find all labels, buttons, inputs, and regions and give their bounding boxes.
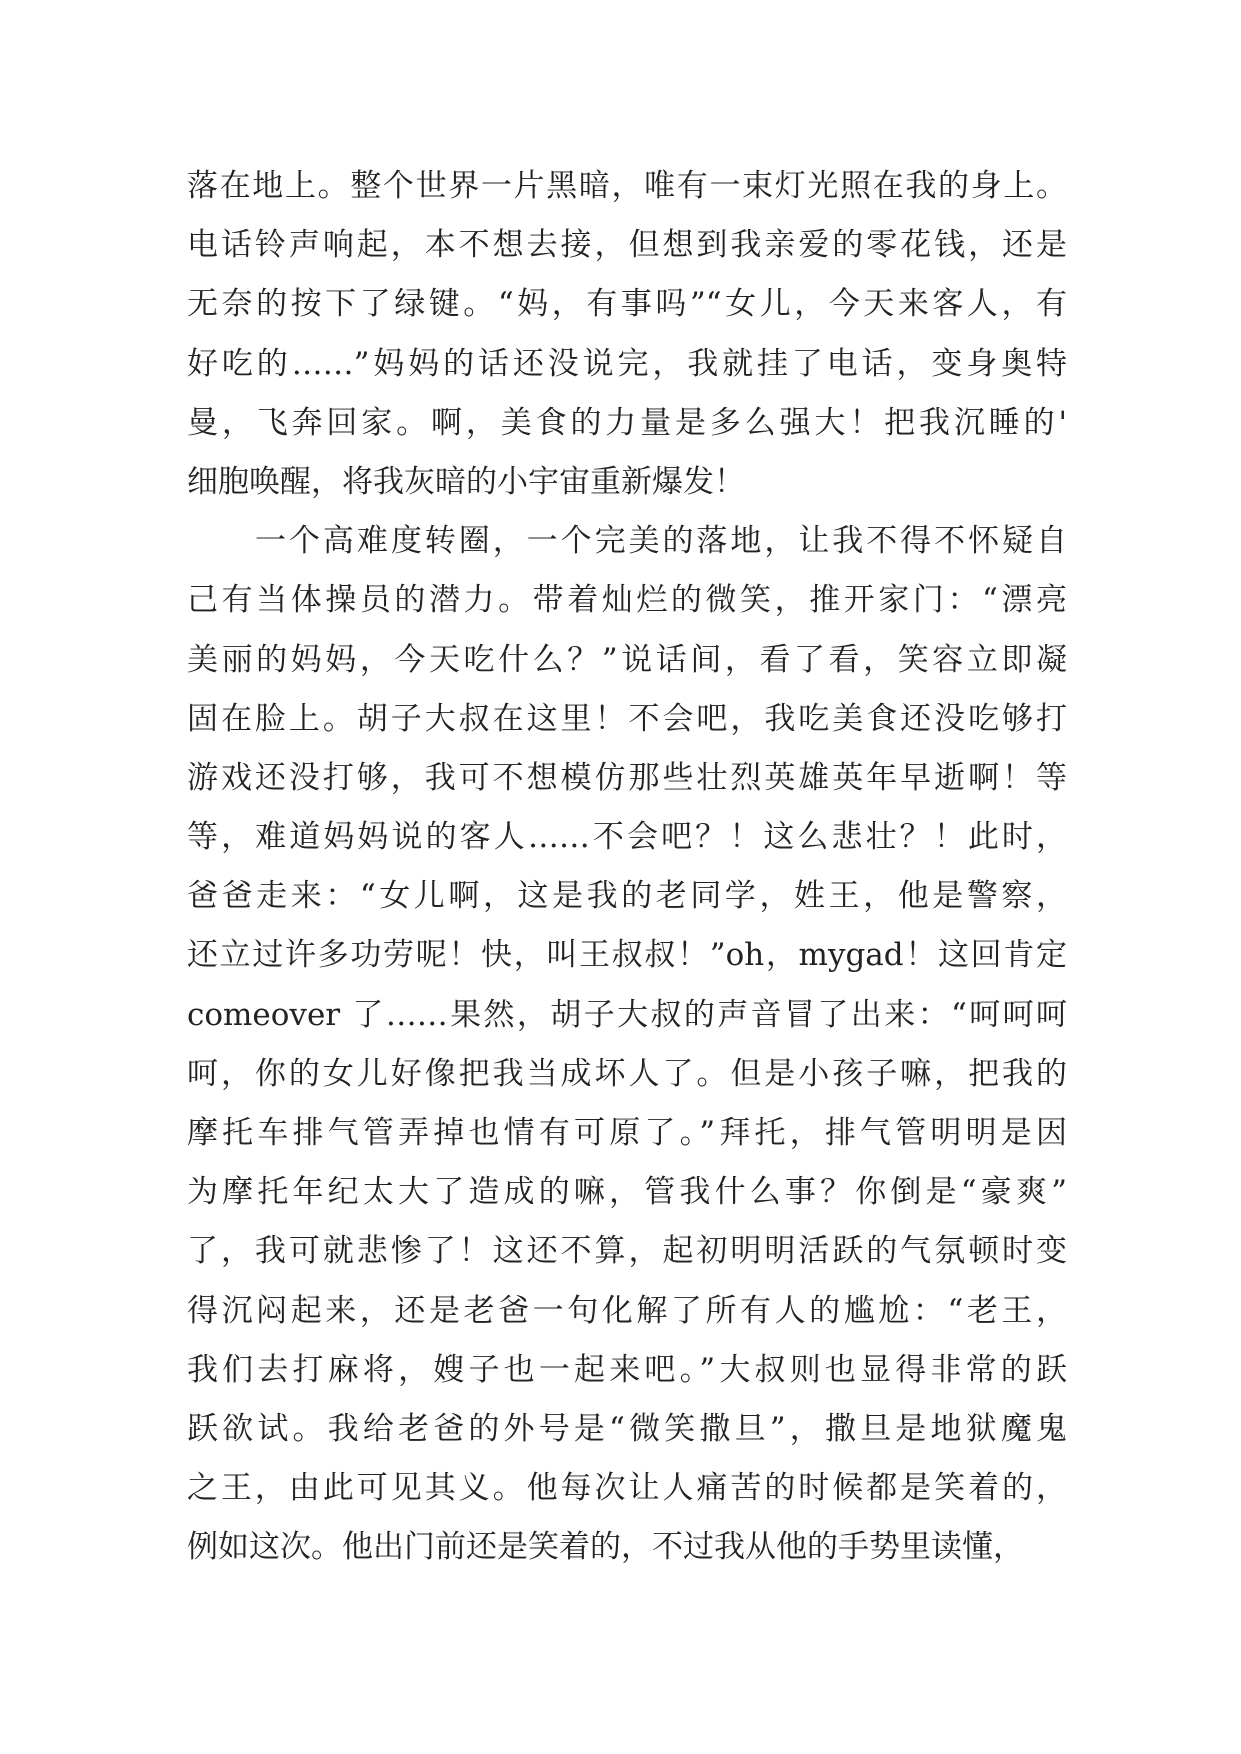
paragraph-1 (187, 157, 1067, 512)
paragraph-2 (187, 512, 1067, 1577)
text-line: 好吃的……”妈妈的话还没说完，我就挂了电话，变身奥特 (187, 345, 1067, 382)
text-line: 固在脸上。胡子大叔在这里！不会吧，我吃美食还没吃够打 (187, 700, 1067, 737)
text-line: 还立过许多功劳呢！快，叫王叔叔！”oh，mygad！这回肯定 (187, 937, 1067, 974)
text-line: 我们去打麻将，嫂子也一起来吧。”大叔则也显得非常的跃 (187, 1351, 1067, 1388)
text-line: 等，难道妈妈说的客人……不会吧？！这么悲壮？！此时， (187, 819, 1067, 856)
text-line: 为摩托年纪太大了造成的嘛，管我什么事？你倒是“豪爽” (187, 1174, 1067, 1211)
text-line: 曼，飞奔回家。啊，美食的力量是多么强大！把我沉睡的' (187, 404, 1067, 441)
text-line: 己有当体操员的潜力。带着灿烂的微笑，推开家门：“漂亮 (187, 582, 1067, 619)
text-line: 呵，你的女儿好像把我当成坏人了。但是小孩子嘛，把我的 (187, 1055, 1067, 1092)
text-line: 游戏还没打够，我可不想模仿那些壮烈英雄英年早逝啊！等 (187, 759, 1067, 796)
text-line: 落在地上。整个世界一片黑暗，唯有一束灯光照在我的身上。 (187, 168, 1067, 204)
text-line: 摩托车排气管弄掉也情有可原了。”拜托，排气管明明是因 (187, 1115, 1067, 1151)
text-line: 跃欲试。我给老爸的外号是“微笑撒旦”，撒旦是地狱魔鬼 (187, 1410, 1067, 1447)
text-line: 电话铃声响起，本不想去接，但想到我亲爱的零花钱，还是 (187, 227, 1067, 264)
text-line: 细胞唤醒，将我灰暗的小宇宙重新爆发！ (187, 463, 745, 500)
text-line: 一个高难度转圈，一个完美的落地，让我不得不怀疑自 (255, 523, 1067, 560)
text-line: 之王，由此可见其义。他每次让人痛苦的时候都是笑着的， (187, 1470, 1067, 1507)
text-line: 例如这次。他出门前还是笑着的，不过我从他的手势里读懂， (187, 1529, 1024, 1566)
body-text (187, 157, 1067, 1578)
text-line: 爸爸走来：“女儿啊，这是我的老同学，姓王，他是警察， (187, 878, 1067, 915)
text-line: 了，我可就悲惨了！这还不算，起初明明活跃的气氛顿时变 (187, 1233, 1067, 1270)
text-line: comeover 了……果然，胡子大叔的声音冒了出来：“呵呵呵 (187, 996, 1067, 1033)
text-line: 得沉闷起来，还是老爸一句化解了所有人的尴尬：“老王， (187, 1292, 1067, 1329)
text-line: 美丽的妈妈，今天吃什么？”说话间，看了看，笑容立即凝 (187, 641, 1067, 678)
text-line: 无奈的按下了绿键。“妈，有事吗”“女儿，今天来客人，有 (187, 286, 1067, 323)
